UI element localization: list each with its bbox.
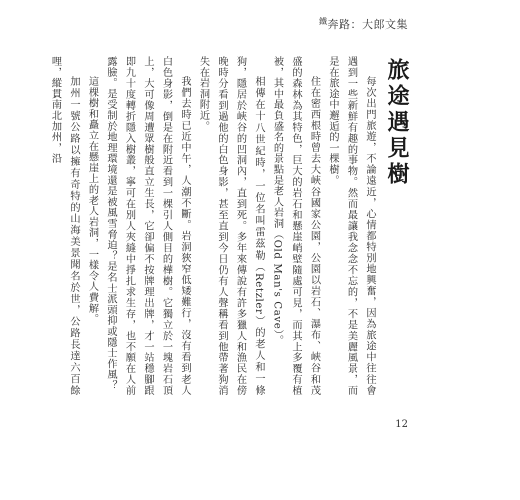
paragraph: 加州一號公路以擁有奇特的山海美景聞名於世，公路長達六百餘哩，縱貫南北加州，沿: [49, 56, 79, 396]
header-book-title: 奔路：大郎文集: [327, 18, 408, 31]
paragraph: 住在密西根時曾去大峽谷國家公園，公園以岩石、瀑布、峽谷和茂盛的森林為其特色，巨大的岩石和懸崖峭壁隨處可見，而其上多覆有植被，其中最負盛名的景點是老人岩洞（Old Man's Cave）。: [271, 56, 320, 396]
body-text: [49, 56, 378, 396]
running-header: [319, 16, 408, 32]
paragraph: 我們去時已近中午，人潮不斷。岩洞狹窄低矮難行，沒有看到老人白色身影，倒是在附近看到一棵引人側目的樺樹。它獨立於一塊岩石頂上，大可像周遭眾樹般直立生長，它卻偏不按牌理出牌，才一站穩腳跟即九十度轉折隱入樹叢，寧可在別人夾縫中掙扎求生存，也不願在人前露臉。是受制於地理環境還是被風雪脅迫？是名士派頭抑或隱士作風？: [105, 56, 190, 396]
paragraph: 這棵樹和矗立在懸崖上的老人岩洞，一樣令人費解。: [86, 76, 98, 325]
paragraph: 相傳在十八世紀時，一位名叫雷茲勒（Retzler）的老人和一條狗，隱居於峽谷的凹洞內，直到死。多年來傳說有許多獵人和漁民在傍晚時分看到過他的白色身影，甚至直到今日仍有人聲稱看到他帶著狗消失在岩洞附近。: [197, 56, 264, 396]
header-brand-mark: 鐵: [319, 17, 328, 26]
page-number: 12: [395, 419, 408, 430]
chapter-title: 旅途遇見樹: [384, 58, 410, 188]
paragraph: 每次出門旅遊，不論遠近，心情都特別地興奮，因為旅途中往往會遇到一些新鮮有趣的事物。然而最讓我念念不忘的，不是美麗風景，而是在旅途中邂逅的一棵樹。: [327, 56, 375, 396]
